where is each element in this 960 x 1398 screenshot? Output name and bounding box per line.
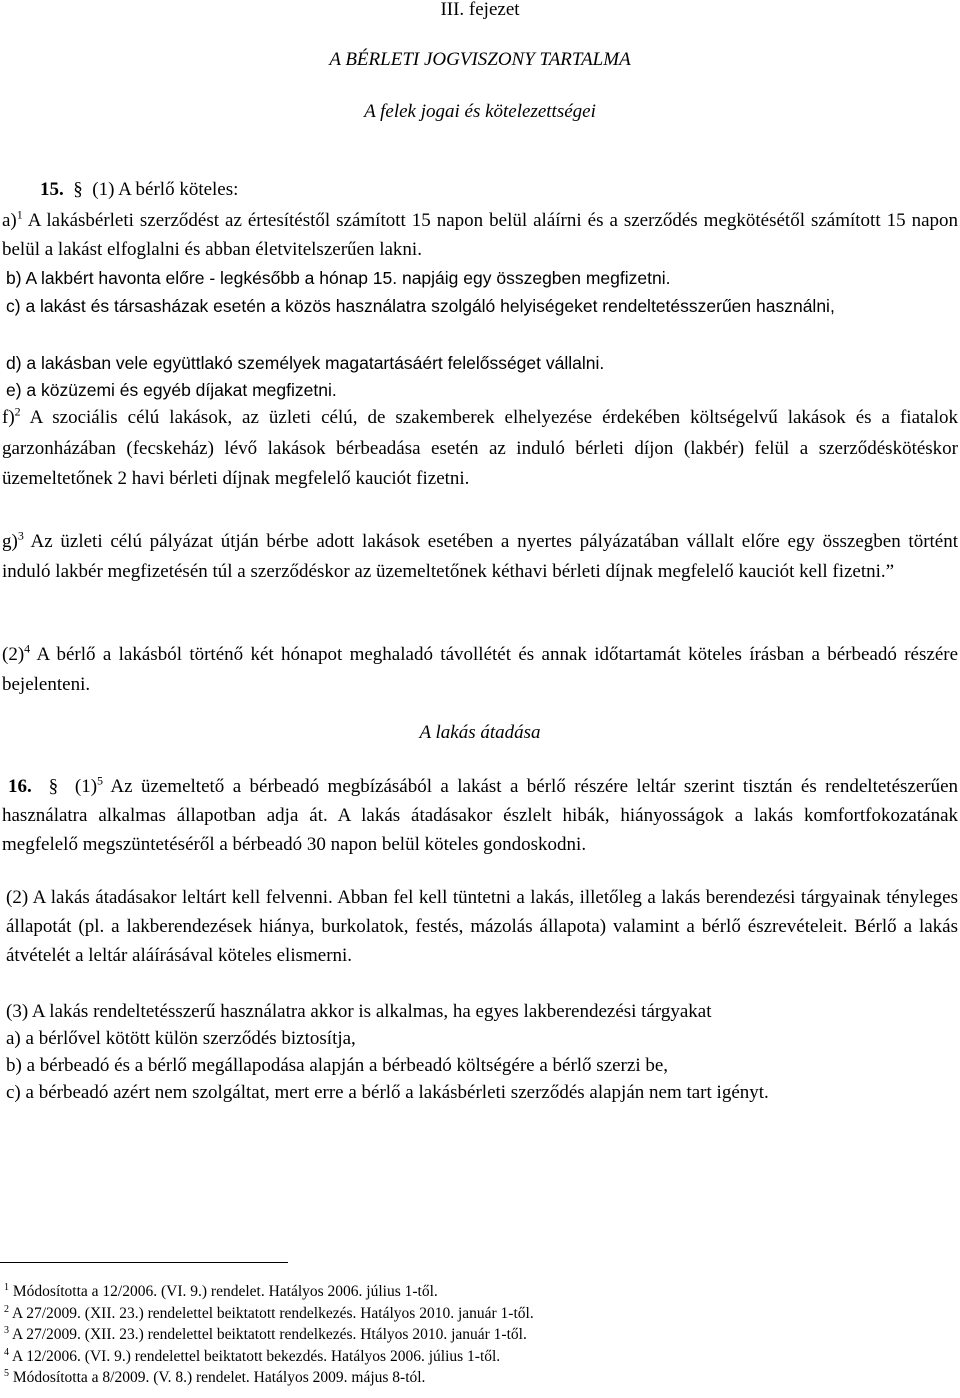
paragraph-15-intro: 15. § (1) A bérlő köteles: [40,179,239,200]
item-e: e) a közüzemi és egyéb díjakat megfizetni. [6,380,337,400]
section-symbol: § [73,179,83,200]
paragraph-16-3-c: c) a bérbeadó azért nem szolgáltat, mert erre a bérlő a lakásbérleti szerződés alapján nem tart igényt. [6,1082,769,1103]
item-d: d) a lakásban vele együttlakó személyek magatartásáért felelősséget vállalni. [6,353,605,373]
footnote-1: $^1$ Módosította a 12/2006. (VI. 9.) rendelet. Hatályos 2006. július 1-től. [4,1281,438,1300]
footnote-3: $^3$ A 27/2009. (XII. 23.) rendelettel beiktatott rendelkezés. Htályos 2010. január 1-től. [4,1324,527,1343]
footnote-ref: 2 [14,404,21,419]
footnote-ref: 3 [17,528,24,543]
footnotes [4,1281,954,1389]
paragraph-16-2: (2) A lakás átadásakor leltárt kell felvenni. Abban fel kell tüntetni a lakás, illetőleg a lakás berendezési tárgyainak tényleges állapotát (pl. a lakberendezések hiánya, burkolatok, festés, mázolás állapota) valamint a bérlő észrevételeit. Bérlő a lakás átvételét a leltár aláírásával köteles elismerni. [6,887,958,966]
item-g: g)$^3$ Az üzleti célú pályázat útján bérbe adott lakások esetében a nyertes pályázatában vállalt előre egy összegben történt induló lakbér megfizetésén túl a szerződéskor az üzemeltetőnek kéthavi bérleti díjnak megfelelő kauciót kell fizetni.” [2,528,959,582]
footnote-ref: 4 [24,641,31,656]
footnote-4: $^4$ A 12/2006. (VI. 9.) rendelettel beiktatott bekezdés. Hatályos 2006. július 1-től. [4,1346,501,1365]
footnote-ref: 5 [97,773,104,788]
item-c: c) a lakást és társasházak esetén a közös használatra szolgáló helyiségeket rendeltetésszerűen használni, [6,296,835,316]
footnote-ref: 1 [16,207,23,222]
section-symbol: § [48,776,59,797]
paragraph-16-3-b: b) a bérbeadó és a bérlő megállapodása alapján a bérbeadó költségére a bérlő szerzi be, [6,1055,669,1076]
item-b: b) A lakbért havonta előre - legkésőbb a hónap 15. napjáig egy összegben megfizetni. [6,268,671,288]
item-a: a)$^1$ A lakásbérleti szerződést az értesítéstől számított 15 napon belül aláírni és a szerződés megkötésétől számított 15 napon belül a lakást elfoglalni és abban életvitelszerűen lakni. [2,207,959,260]
section-title-lakas-atadasa: A lakás átadása [419,722,541,743]
paragraph-16-3: (3) A lakás rendeltetésszerű használatra akkor is alkalmas, ha egyes lakberendezési tárgyakat [6,1001,712,1022]
section-number: 15. [40,179,64,200]
footnote-2: $^2$ A 27/2009. (XII. 23.) rendelettel beiktatott rendelkezés. Hatályos 2010. január 1-től. [4,1303,534,1322]
paragraph-16-3-a: a) a bérlővel kötött külön szerződés biztosítja, [6,1028,356,1049]
footnote-separator [0,1262,288,1263]
chapter-title: A BÉRLETI JOGVISZONY TARTALMA [329,49,631,70]
footnote-5: $^5$ Módosította a 8/2009. (V. 8.) rendelet. Hatályos 2009. május 8-tól. [4,1367,426,1386]
item-f: f)$^2$ A szociális célú lakások, az üzleti célú, de szakemberek elhelyezése érdekében költségelvű lakások és a fiatalok garzonházában (fecskeház) lévő lakások bérbeadása esetén az induló bérleti díjon (lakbér) felül a szerződéskötéskor üzemeltetőnek 2 havi bérleti díjnak megfelelő kauciót fizetni. [2,404,958,489]
chapter-heading: III. fejezet [440,0,520,20]
section-subtitle: A felek jogai és kötelezettségei [364,101,596,122]
paragraph-15-2: $(2)^4$ A bérlő a lakásból történő két hónapot meghaladó távollétét és annak időtartamát köteles írásban a bérbeadó részére bejelenteni. [2,641,959,695]
paragraph-16-1: 16. § $(1)^5$ Az üzemeltető a bérbeadó megbízásából a lakást a bérlő részére leltár szerint tisztán és rendeltetészerűen használatra alkalmas állapotban adja át. A lakás átadásakor észlelt hibák, hiányosságok a lakás komfortfokozatának megfelelő megszüntetéséről a bérbeadó 30 napon belül köteles gondoskodni. [2,773,959,855]
section-number: 16. [8,776,32,797]
